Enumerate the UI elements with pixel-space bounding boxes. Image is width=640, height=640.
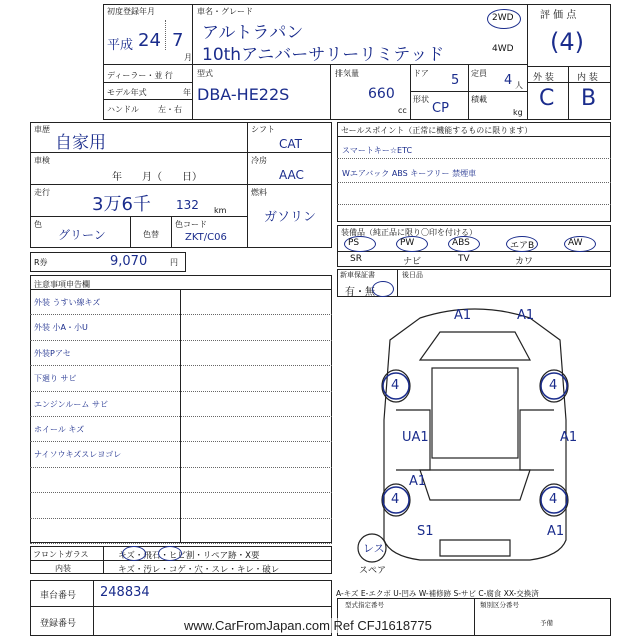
warranty-value: 有・無 bbox=[345, 287, 375, 298]
equipment-item: ナビ bbox=[403, 257, 422, 267]
load-unit: kg bbox=[513, 108, 523, 117]
recycle-box bbox=[30, 252, 186, 272]
shape-label: 形状 bbox=[413, 95, 429, 104]
manual-label: 後日品 bbox=[402, 271, 423, 279]
sales-line-2: Wエアバック ABS キーフリー 禁煙車 bbox=[342, 169, 477, 178]
note-line: 外装 小A・小U bbox=[34, 323, 88, 333]
mark-front-right: A1 bbox=[517, 308, 535, 323]
era: 平成 bbox=[107, 38, 134, 53]
reserve-label: 予備 bbox=[540, 619, 553, 627]
equipment-item: PS bbox=[348, 238, 360, 248]
warranty-label: 新車保証書 bbox=[340, 271, 375, 279]
mark-wheel-rl: 4 bbox=[391, 492, 400, 507]
reg-date-label: 初度登録年月 bbox=[107, 7, 155, 16]
glass-value: キズ・飛石・ヒビ割・リペア跡・X要 bbox=[118, 551, 260, 561]
note-line: ナイソウキズスレヨゴレ bbox=[34, 450, 122, 460]
inspection-label: 車検 bbox=[34, 156, 50, 165]
recycle-value: 9,070 bbox=[110, 254, 148, 269]
mileage-label: 走行 bbox=[34, 188, 50, 197]
note-line: ホイール キズ bbox=[34, 425, 85, 434]
chassis-label: 車台番号 bbox=[40, 591, 77, 601]
glass-circle-1 bbox=[122, 546, 146, 561]
category-label: 類別区分番号 bbox=[480, 601, 519, 609]
score: (4) bbox=[550, 28, 584, 56]
mark-rear-left-panel: A1 bbox=[409, 474, 427, 489]
disp-value: 660 bbox=[368, 86, 395, 102]
equipment-item: カワ bbox=[515, 257, 534, 267]
watermark: www.CarFromJapan.com Ref CFJ1618775 bbox=[184, 618, 432, 633]
mark-front-left: A1 bbox=[454, 308, 472, 323]
mileage-sub: 132 bbox=[176, 198, 199, 212]
reg-year: 24 bbox=[138, 30, 161, 51]
color-value: グリーン bbox=[58, 228, 106, 242]
use-value: 自家用 bbox=[55, 133, 106, 153]
color-change-label: 色替 bbox=[143, 230, 159, 239]
mileage-value: 3万6千 bbox=[92, 194, 151, 215]
glass-label: フロントガラス bbox=[33, 550, 89, 559]
mark-door-right: A1 bbox=[560, 430, 578, 445]
interior-grade: B bbox=[581, 86, 597, 111]
color-code-value: ZKT/C06 bbox=[185, 232, 227, 243]
model-designation-label: 型式指定番号 bbox=[345, 601, 384, 609]
notes-title: 注意事項申告欄 bbox=[34, 280, 90, 289]
seat-unit: 人 bbox=[515, 81, 523, 90]
type-value: DBA-HE22S bbox=[197, 85, 290, 104]
legend: A-キズ E-エクボ U-凹み W-補修跡 S-サビ C-腐食 XX-交換済 bbox=[336, 589, 539, 598]
equipment-item: AW bbox=[568, 238, 583, 248]
seat-label: 定員 bbox=[471, 69, 487, 78]
sales-line-1: スマートキー☆ETC bbox=[342, 146, 413, 155]
spare-mark: レス bbox=[363, 542, 385, 555]
chassis-value: 248834 bbox=[100, 585, 150, 600]
exterior-label: 外 装 bbox=[533, 73, 554, 83]
warranty-circle bbox=[372, 281, 394, 297]
score-label: 評 価 点 bbox=[540, 10, 577, 21]
drive-4wd: 4WD bbox=[492, 44, 514, 54]
fuel-value: ガソリン bbox=[264, 210, 317, 225]
mark-wheel-fl: 4 bbox=[391, 378, 400, 393]
month-unit: 月 bbox=[184, 53, 192, 62]
shift-label: シフト bbox=[251, 125, 275, 134]
reg-number-label: 登録番号 bbox=[40, 619, 77, 629]
shape-value: CP bbox=[432, 101, 449, 116]
model-year-unit: 年 bbox=[183, 88, 191, 97]
fuel-label: 燃料 bbox=[251, 188, 267, 197]
note-line: 外装Pアセ bbox=[34, 348, 71, 358]
mark-door-left: UA1 bbox=[402, 430, 429, 445]
disp-unit: cc bbox=[398, 106, 407, 115]
glass-circle-2 bbox=[158, 546, 182, 561]
interior-value: キズ・汚レ・コゲ・穴・スレ・キレ・破レ bbox=[118, 565, 280, 575]
equipment-item: TV bbox=[458, 254, 470, 264]
mark-rear-left: S1 bbox=[417, 524, 434, 539]
color-label: 色 bbox=[34, 220, 42, 229]
note-line: 外装 うすい線キズ bbox=[34, 298, 101, 307]
interior-label: 内 装 bbox=[577, 73, 598, 83]
mark-rear-right: A1 bbox=[547, 524, 565, 539]
door-label: ドア bbox=[413, 69, 429, 78]
car-name-label: 車名・グレード bbox=[197, 7, 253, 16]
type-label: 型式 bbox=[197, 69, 213, 78]
door-value: 5 bbox=[451, 73, 460, 88]
spare-label: スペア bbox=[359, 566, 387, 576]
drive-2wd: 2WD bbox=[492, 13, 514, 23]
equipment-item: エアB bbox=[510, 241, 535, 251]
mark-wheel-rr: 4 bbox=[549, 492, 558, 507]
recycle-unit: 円 bbox=[170, 258, 178, 267]
disp-label: 排気量 bbox=[335, 69, 359, 78]
interior-label-bottom: 内装 bbox=[55, 564, 71, 573]
sales-title: セールスポイント（正常に機能するものに限ります） bbox=[341, 126, 533, 135]
load-label: 積載 bbox=[471, 95, 487, 104]
color-code-label: 色コード bbox=[175, 220, 207, 229]
shift-value: CAT bbox=[279, 137, 302, 151]
recycle-label: R券 bbox=[34, 258, 48, 267]
handle-value: 左・右 bbox=[158, 105, 182, 114]
grade: 10thアニバーサリーリミテッド bbox=[202, 45, 445, 65]
mark-wheel-fr: 4 bbox=[549, 378, 558, 393]
model-year-label: モデル年式 bbox=[107, 88, 147, 97]
equipment-item: SR bbox=[350, 254, 362, 264]
reg-month: 7 bbox=[172, 30, 184, 51]
inspection-value: 年 月（ 日） bbox=[112, 172, 202, 183]
note-line: エンジンルーム サビ bbox=[34, 399, 108, 409]
exterior-grade: C bbox=[539, 86, 555, 111]
dealer-label: ディーラー・並 行 bbox=[107, 71, 173, 80]
mileage-unit: km bbox=[214, 206, 227, 215]
handle-label: ハンドル bbox=[107, 105, 139, 114]
ac-value: AAC bbox=[279, 168, 304, 182]
seat-value: 4 bbox=[504, 73, 513, 88]
equipment-item: ABS bbox=[452, 238, 470, 248]
equipment-title: 装備品（純正品に限り〇印を付ける） bbox=[341, 228, 477, 237]
use-label: 車歴 bbox=[34, 125, 50, 134]
ac-label: 冷房 bbox=[251, 156, 267, 165]
car-name: アルトラパン bbox=[202, 23, 304, 43]
equipment-item: PW bbox=[400, 238, 415, 248]
note-line: 下廻り サビ bbox=[34, 374, 77, 384]
